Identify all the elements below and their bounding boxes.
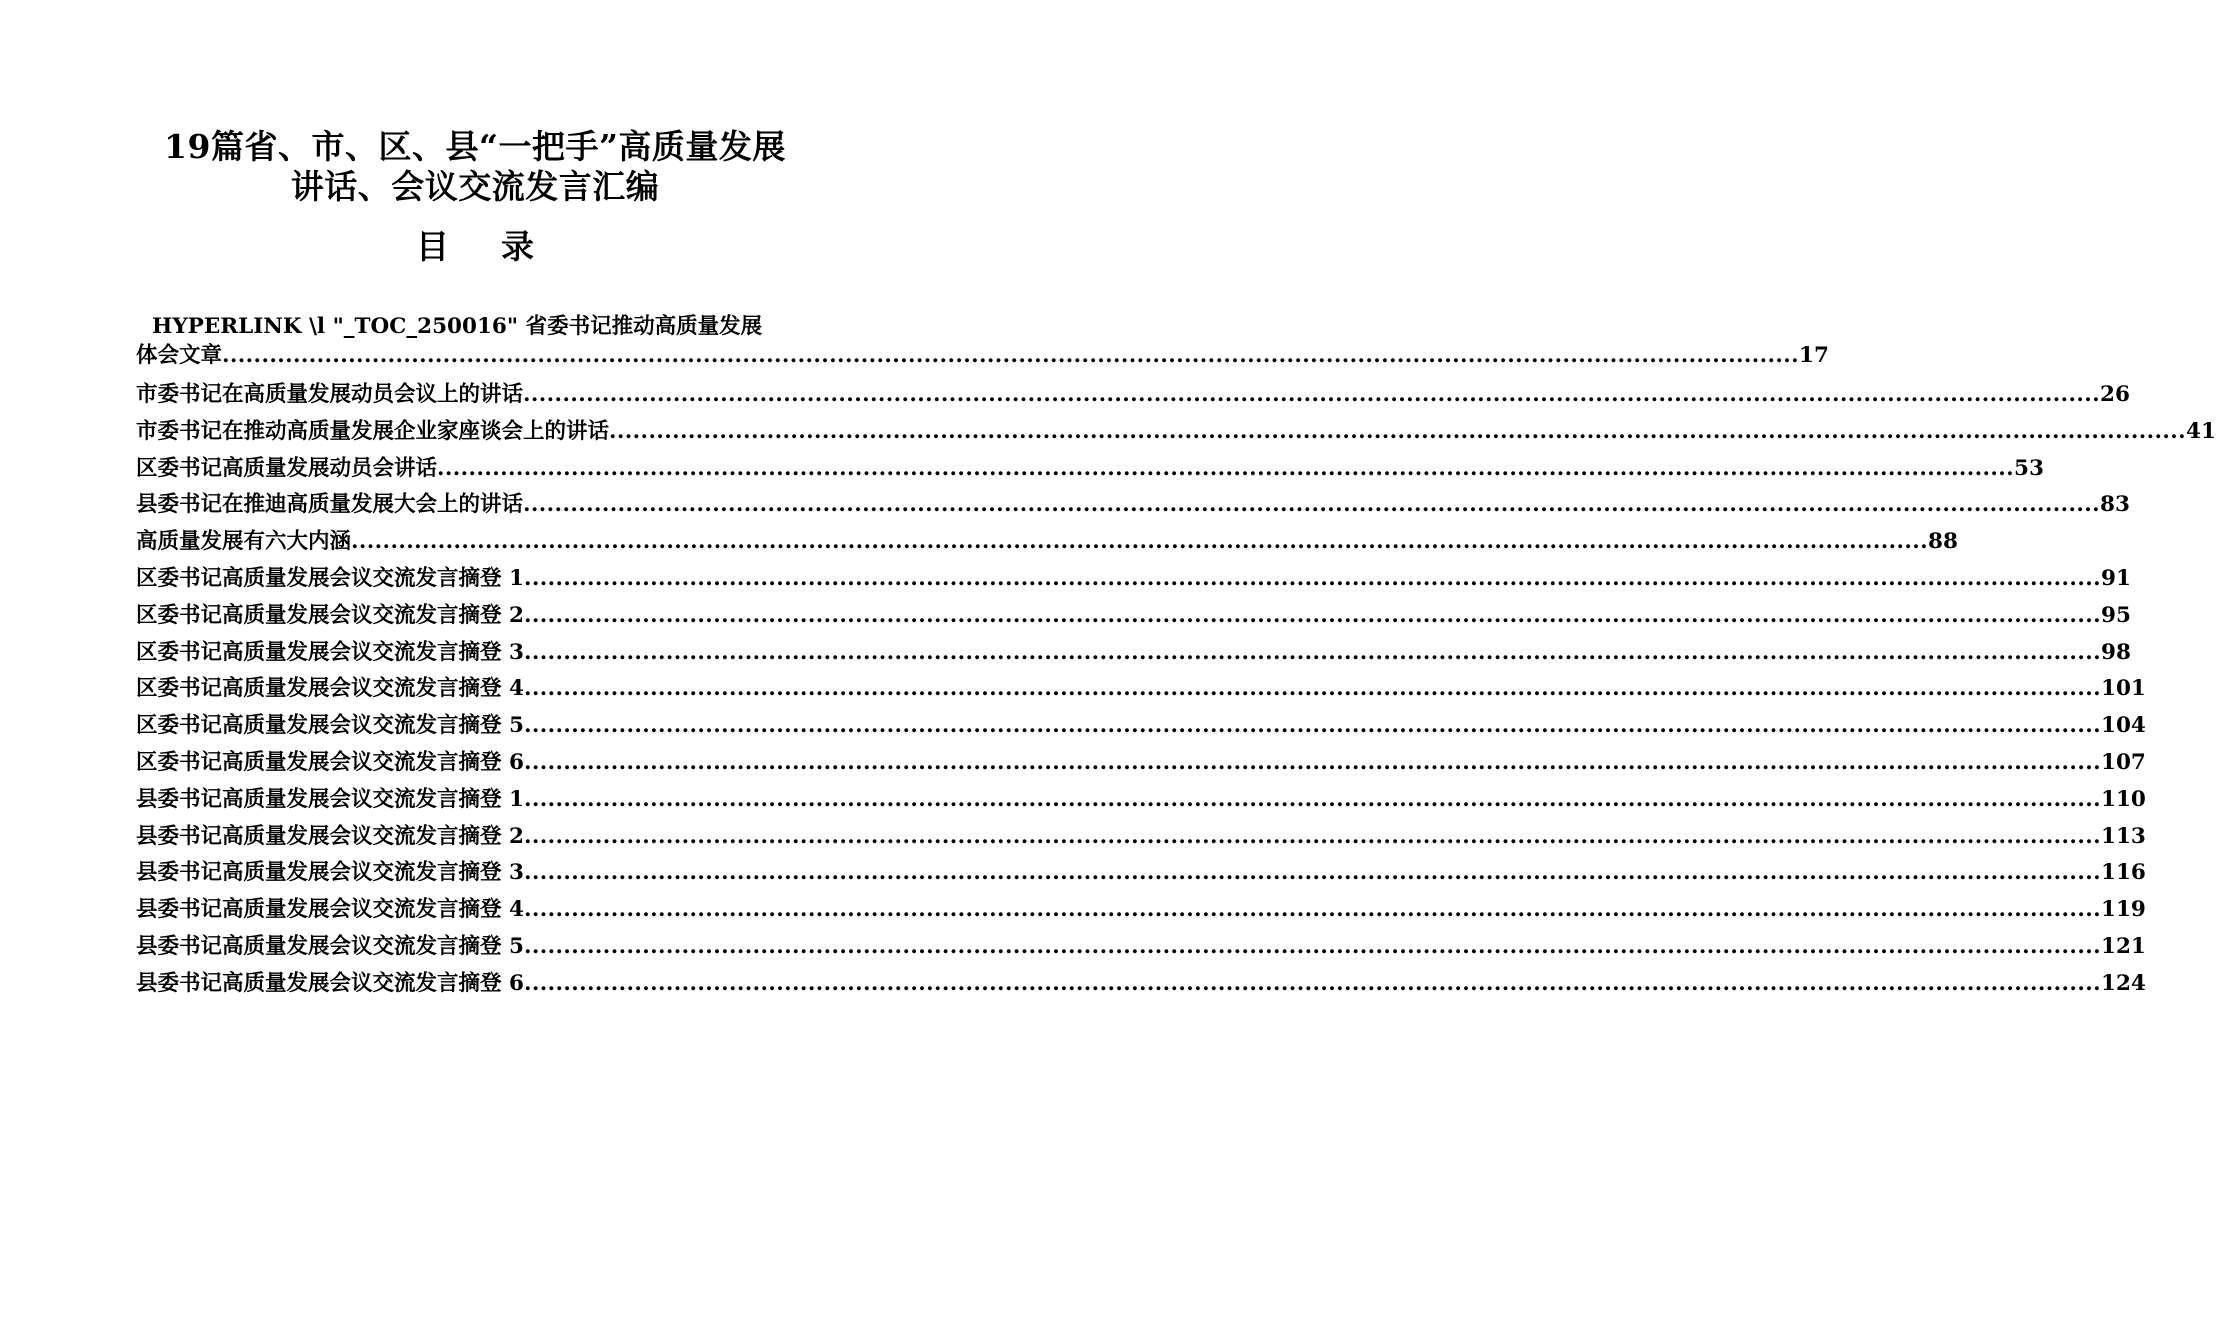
table-of-contents (136, 313, 2216, 1003)
toc-entry-page: 119 (2100, 897, 2146, 923)
toc-leader-dots: ........................................................................................................................................................................................................ (523, 713, 2101, 739)
toc-entry-text: 区委书记高质量发展会议交流发言摘登 5 (136, 713, 524, 739)
toc-entry-page: 116 (2100, 860, 2146, 886)
toc-entry-page: 83 (2100, 492, 2130, 518)
toc-entry[interactable] (136, 929, 2146, 966)
toc-entry-text: 区委书记高质量发展会议交流发言摘登 6 (136, 749, 524, 775)
toc-entry[interactable] (136, 708, 2146, 745)
toc-entry-text: 县委书记高质量发展会议交流发言摘登 1 (136, 786, 524, 812)
toc-entry-text: 区委书记高质量发展动员会讲话 (136, 455, 438, 481)
toc-entry-page: 121 (2100, 933, 2146, 959)
toc-entry[interactable] (136, 524, 1958, 561)
toc-entry-text: 县委书记高质量发展会议交流发言摘登 6 (136, 970, 524, 996)
toc-entry-page: 17 (1799, 343, 1829, 368)
toc-entry-text: 体会文章 (136, 343, 223, 368)
toc-entry[interactable] (136, 782, 2146, 819)
toc-entry-text: 县委书记高质量发展会议交流发言摘登 3 (136, 860, 524, 886)
toc-entry[interactable] (136, 414, 2216, 451)
toc-entry-first-continuation[interactable] (136, 341, 1829, 377)
toc-leader-dots: ........................................................................................................................................................................................................ (523, 565, 2101, 591)
toc-entry-text: 市委书记在高质量发展动员会议上的讲话 (136, 382, 524, 407)
toc-entry-text: 区委书记高质量发展会议交流发言摘登 2 (136, 602, 524, 628)
toc-entry-page: 104 (2100, 713, 2146, 739)
toc-entry-page: 53 (2014, 455, 2044, 481)
toc-entry-page: 113 (2100, 823, 2146, 849)
toc-entry[interactable] (136, 598, 2131, 635)
toc-leader-dots: ........................................................................................................................................................................................................ (523, 492, 2101, 518)
toc-entry[interactable] (136, 377, 2130, 414)
toc-entry-text: 市委书记在推动高质量发展企业家座谈会上的讲话 (136, 418, 610, 444)
document-title-line-2: 讲话、会议交流发言汇编 (290, 167, 660, 206)
toc-entry-text: 区委书记高质量发展会议交流发言摘登 3 (136, 639, 524, 665)
toc-entry[interactable] (136, 561, 2131, 598)
toc-entry-page: 124 (2100, 970, 2146, 996)
toc-entry-text: 区委书记高质量发展会议交流发言摘登 1 (136, 565, 524, 591)
toc-entry-page: 101 (2100, 676, 2146, 702)
toc-entry-text: 高质量发展有六大内涵 (136, 529, 352, 555)
toc-leader-dots: ........................................................................................................................................................................................................ (523, 676, 2101, 702)
toc-entry-text: 县委书记高质量发展会议交流发言摘登 2 (136, 823, 524, 849)
toc-heading-left: 目 (416, 227, 449, 266)
toc-entry-text: 区委书记高质量发展会议交流发言摘登 4 (136, 676, 524, 702)
toc-leader-dots: ........................................................................................................................................................................................................ (523, 602, 2101, 628)
toc-entry[interactable] (136, 745, 2146, 782)
toc-entry-page: 107 (2100, 749, 2146, 775)
toc-leader-dots: ........................................................................................................................................................................................................ (222, 343, 1800, 368)
toc-entry-text: 县委书记高质量发展会议交流发言摘登 4 (136, 897, 524, 923)
toc-entry[interactable] (136, 966, 2146, 1003)
toc-leader-dots: ........................................................................................................................................................................................................ (523, 786, 2101, 812)
toc-leader-dots: ........................................................................................................................................................................................................ (523, 823, 2101, 849)
toc-leader-dots: ........................................................................................................................................................................................................ (437, 455, 2015, 481)
toc-leader-dots: ........................................................................................................................................................................................................ (523, 860, 2101, 886)
toc-entry-page: 26 (2100, 382, 2130, 407)
toc-leader-dots: ........................................................................................................................................................................................................ (523, 933, 2101, 959)
toc-entry-page: 95 (2100, 602, 2131, 628)
toc-entry[interactable] (136, 487, 2130, 524)
toc-leader-dots: ........................................................................................................................................................................................................ (523, 749, 2101, 775)
toc-entry[interactable] (136, 671, 2146, 708)
toc-leader-dots: ........................................................................................................................................................................................................ (523, 382, 2101, 407)
toc-entry[interactable] (136, 855, 2146, 892)
toc-leader-dots: ........................................................................................................................................................................................................ (523, 897, 2101, 923)
toc-leader-dots: ........................................................................................................................................................................................................ (523, 970, 2101, 996)
toc-entry-page: 88 (1928, 529, 1958, 555)
toc-leader-dots: ........................................................................................................................................................................................................ (523, 639, 2101, 665)
toc-entry-page: 41 (2186, 418, 2216, 444)
toc-entry-first-line[interactable]: HYPERLINK \l "_TOC_250016" 省委书记推动高质量发展 (152, 314, 763, 339)
toc-entry-page: 110 (2100, 786, 2146, 812)
toc-heading-right: 录 (501, 227, 534, 266)
toc-entry[interactable] (136, 819, 2146, 856)
toc-entry-page: 98 (2100, 639, 2131, 665)
toc-entry[interactable] (136, 892, 2146, 929)
toc-entry-page: 91 (2100, 565, 2131, 591)
toc-heading (0, 226, 950, 268)
document-title-line-1: 19篇省、市、区、县“一把手”高质量发展 (164, 127, 786, 166)
toc-leader-dots: ........................................................................................................................................................................................................ (351, 529, 1929, 555)
toc-entry[interactable] (136, 451, 2044, 488)
toc-leader-dots: ........................................................................................................................................................................................................ (609, 418, 2187, 444)
toc-entry-text: 县委书记在推迪高质量发展大会上的讲话 (136, 492, 524, 518)
toc-entry[interactable] (136, 635, 2131, 672)
toc-entry-text: 县委书记高质量发展会议交流发言摘登 5 (136, 933, 524, 959)
